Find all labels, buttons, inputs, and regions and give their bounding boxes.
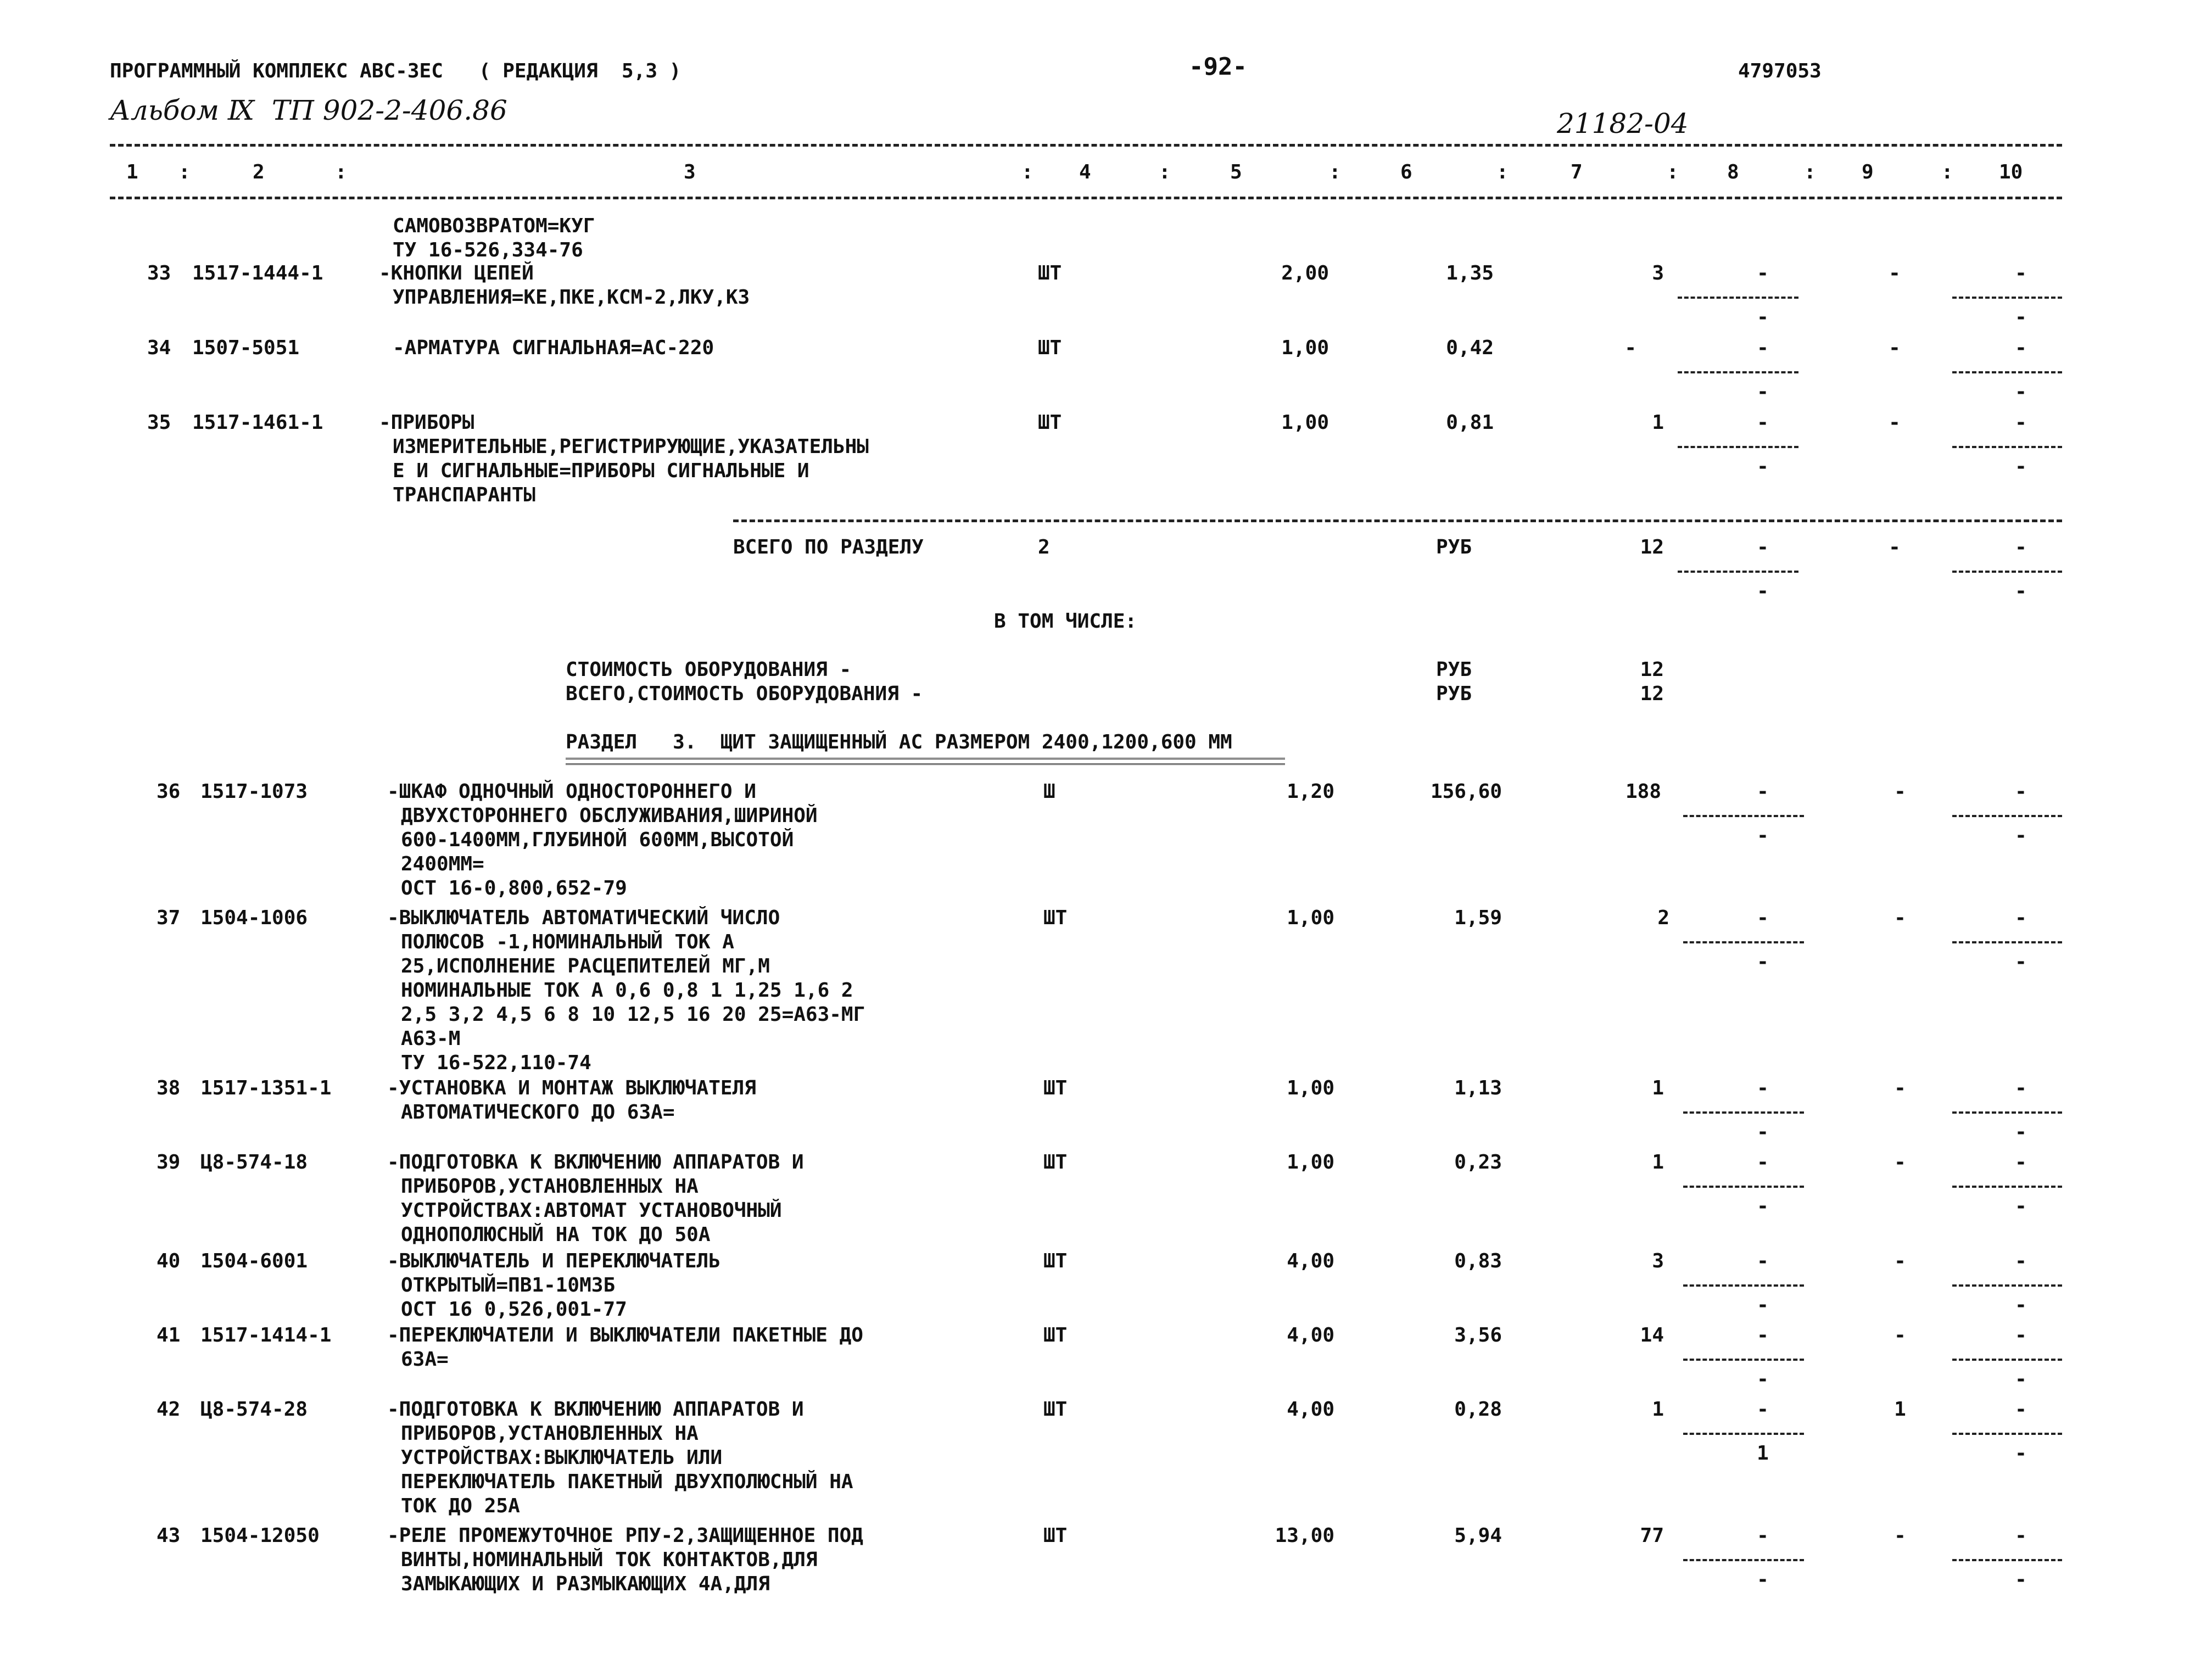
col8-value: - (1757, 1077, 1769, 1099)
row-total: 1 (1652, 1077, 1664, 1099)
row-desc-line: 2,5 3,2 4,5 6 8 10 12,5 16 20 25=А63-МГ (401, 1003, 865, 1026)
col10-value: - (2015, 824, 2027, 847)
col9-value: - (1894, 1324, 1906, 1346)
page-number: -92- (1189, 53, 1247, 81)
in-that-heading: В ТОМ ЧИСЛЕ: (994, 610, 1137, 633)
col10-value: - (2015, 536, 2027, 558)
row-code: 1517-1414-1 (200, 1324, 332, 1346)
col10-value: - (2015, 262, 2027, 284)
col8-value: - (1757, 536, 1769, 558)
fraction-line (1952, 446, 2062, 448)
header-bottom-rule (110, 197, 2062, 199)
fraction-line (1678, 297, 1798, 299)
row-total: 1 (1652, 1151, 1664, 1174)
col-header-6: 6 (1400, 161, 1412, 183)
row-desc-line: НОМИНАЛЬНЫЕ ТОК А 0,6 0,8 1 1,25 1,6 2 (401, 979, 853, 1002)
fraction-line (1678, 446, 1798, 448)
row-desc-line: УСТРОЙСТВАХ:АВТОМАТ УСТАНОВОЧНЫЙ (401, 1199, 782, 1222)
col10-value: - (2015, 580, 2027, 602)
col10-value: - (2015, 455, 2027, 478)
program-header: ПРОГРАММНЫЙ КОМПЛЕКС АВС-ЗЕС ( РЕДАКЦИЯ 5,3 ) (110, 60, 682, 82)
row-price: 1,59 (1454, 907, 1502, 929)
row-total: 3 (1652, 1250, 1664, 1272)
row-unit: ШТ (1043, 1398, 1068, 1421)
row-desc-line: ПРИБОРОВ,УСТАНОВЛЕННЫХ НА (401, 1422, 699, 1445)
row-qty: 4,00 (1287, 1398, 1334, 1421)
row-qty: 1,00 (1287, 1077, 1334, 1099)
col8-value: - (1757, 381, 1769, 403)
fraction-line (1678, 371, 1798, 373)
row-number: 36 (157, 780, 181, 803)
col8-value: - (1757, 1368, 1769, 1390)
col10-value: - (2015, 1151, 2027, 1174)
row-price: 0,81 (1446, 411, 1494, 434)
row-number: 35 (147, 411, 171, 434)
col8-value: - (1757, 1250, 1769, 1272)
row-price: 0,28 (1454, 1398, 1502, 1421)
row-desc-line: УСТРОЙСТВАХ:ВЫКЛЮЧАТЕЛЬ ИЛИ (401, 1446, 723, 1469)
col8-value: - (1757, 1121, 1769, 1143)
col10-value: - (2015, 1195, 2027, 1217)
row-code: 1504-1006 (200, 907, 308, 929)
col-header-5: 5 (1230, 161, 1242, 183)
cost-unit: РУБ (1436, 658, 1472, 681)
row-desc-line: -ВЫКЛЮЧАТЕЛЬ АВТОМАТИЧЕСКИЙ ЧИСЛО (387, 907, 780, 929)
row-desc-line: ТУ 16-526,334-76 (393, 239, 583, 261)
fraction-line (1952, 297, 2062, 299)
col8-value: - (1757, 262, 1769, 284)
fraction-line (1952, 1359, 2062, 1361)
row-desc-line: -ПЕРЕКЛЮЧАТЕЛИ И ВЫКЛЮЧАТЕЛИ ПАКЕТНЫЕ ДО (387, 1324, 863, 1346)
row-desc-line: ДВУХСТОРОННЕГО ОБСЛУЖИВАНИЯ,ШИРИНОЙ (401, 804, 818, 827)
row-qty: 1,00 (1287, 907, 1334, 929)
row-number: 34 (147, 337, 171, 359)
row-desc-line: -РЕЛЕ ПРОМЕЖУТОЧНОЕ РПУ-2,ЗАЩИЩЕННОЕ ПОД (387, 1524, 863, 1547)
row-desc-line: АВТОМАТИЧЕСКОГО ДО 63А= (401, 1101, 675, 1124)
row-desc-line: ТРАНСПАРАНТЫ (393, 484, 536, 506)
row-desc-line: 2400ММ= (401, 853, 484, 875)
row-total: 3 (1652, 262, 1664, 284)
col10-value: - (2015, 1250, 2027, 1272)
row-desc-line: УПРАВЛЕНИЯ=КЕ,ПКЕ,КСМ-2,ЛКУ,КЗ (393, 286, 750, 309)
fraction-line (1683, 1111, 1804, 1114)
col8-value: - (1757, 580, 1769, 602)
col9-value: - (1894, 1524, 1906, 1547)
row-code: 1517-1461-1 (192, 411, 323, 434)
row-qty: 13,00 (1275, 1524, 1334, 1547)
col-header-3: 3 (684, 161, 696, 183)
col10-value: - (2015, 1568, 2027, 1591)
fraction-line (1952, 941, 2062, 943)
row-code: 1517-1073 (200, 780, 308, 803)
section-title-underline (566, 763, 1285, 765)
col-header-8: 8 (1727, 161, 1739, 183)
row-unit: ШТ (1043, 1524, 1068, 1547)
col8-value: - (1757, 411, 1769, 434)
col9-value: - (1894, 780, 1906, 803)
row-code: Ц8-574-18 (200, 1151, 308, 1174)
col10-value: - (2015, 337, 2027, 359)
col10-value: - (2015, 1077, 2027, 1099)
col8-value: - (1757, 1195, 1769, 1217)
row-total: 2 (1657, 907, 1669, 929)
row-code: 1517-1444-1 (192, 262, 323, 284)
fraction-line (1683, 941, 1804, 943)
col10-value: - (2015, 1294, 2027, 1316)
col8-value: - (1757, 306, 1769, 328)
col10-value: - (2015, 1524, 2027, 1547)
fraction-line (1683, 815, 1804, 817)
row-desc-line: -АРМАТУРА СИГНАЛЬНАЯ=АС-220 (393, 337, 714, 359)
row-desc-line: ПРИБОРОВ,УСТАНОВЛЕННЫХ НА (401, 1175, 699, 1198)
col8-value: - (1757, 1324, 1769, 1346)
row-number: 40 (157, 1250, 181, 1272)
row-total: 77 (1640, 1524, 1664, 1547)
row-code: Ц8-574-28 (200, 1398, 308, 1421)
col9-value: - (1889, 536, 1901, 558)
col9-value: - (1889, 337, 1901, 359)
row-total: 1 (1652, 1398, 1664, 1421)
row-desc-line: ИЗМЕРИТЕЛЬНЫЕ,РЕГИСТРИРУЮЩИЕ,УКАЗАТЕЛЬНЫ (393, 435, 869, 458)
fraction-line (1952, 1559, 2062, 1561)
row-price: 0,42 (1446, 337, 1494, 359)
row-number: 38 (157, 1077, 181, 1099)
album-stamp: Альбом Ⅸ ТП 902-2-406.86 (110, 94, 507, 126)
row-code: 1504-12050 (200, 1524, 320, 1547)
row-unit: ШТ (1038, 337, 1062, 359)
col9-value: - (1894, 1250, 1906, 1272)
header-top-rule (110, 144, 2062, 147)
row-desc-line: ЗАМЫКАЮЩИХ И РАЗМЫКАЮЩИХ 4А,ДЛЯ (401, 1573, 770, 1595)
row-unit: ШТ (1043, 1250, 1068, 1272)
fraction-line (1683, 1186, 1804, 1188)
row-desc-line: 63А= (401, 1348, 449, 1371)
row-code: 1504-6001 (200, 1250, 308, 1272)
row-desc-line: -ПРИБОРЫ (379, 411, 474, 434)
col9-value: - (1894, 1151, 1906, 1174)
col10-value: - (2015, 951, 2027, 973)
col-header-1: 1 (126, 161, 138, 183)
col10-value: - (2015, 1442, 2027, 1465)
cost-value: 12 (1640, 683, 1664, 705)
section-total-unit: РУБ (1436, 536, 1472, 558)
code-stamp: 21182-04 (1557, 108, 1689, 139)
col10-value: - (2015, 1324, 2027, 1346)
col10-value: - (2015, 1121, 2027, 1143)
row-desc-line: -УСТАНОВКА И МОНТАЖ ВЫКЛЮЧАТЕЛЯ (387, 1077, 756, 1099)
fraction-line (1683, 1359, 1804, 1361)
section-total-rule (733, 519, 2062, 522)
row-qty: 1,00 (1281, 411, 1329, 434)
row-qty: 4,00 (1287, 1324, 1334, 1346)
col9-value: - (1894, 1077, 1906, 1099)
row-desc-line: ОДНОПОЛЮСНЫЙ НА ТОК ДО 50А (401, 1223, 711, 1246)
fraction-line (1678, 571, 1798, 573)
row-desc-line: А63-М (401, 1027, 461, 1050)
col-header-7: 7 (1571, 161, 1583, 183)
row-price: 0,83 (1454, 1250, 1502, 1272)
row-desc-line: ТОК ДО 25А (401, 1495, 520, 1517)
col10-value: - (2015, 1398, 2027, 1421)
row-unit: ШТ (1038, 411, 1062, 434)
cost-label: ВСЕГО,СТОИМОСТЬ ОБОРУДОВАНИЯ - (566, 683, 923, 705)
col8-value: - (1757, 337, 1769, 359)
row-price: 1,13 (1454, 1077, 1502, 1099)
col8-value: - (1757, 951, 1769, 973)
row-total: 1 (1652, 411, 1664, 434)
fraction-line (1952, 1111, 2062, 1114)
row-qty: 1,00 (1287, 1151, 1334, 1174)
row-desc-line: Е И СИГНАЛЬНЫЕ=ПРИБОРЫ СИГНАЛЬНЫЕ И (393, 460, 809, 482)
row-unit: Ш (1043, 780, 1055, 803)
col-header-4: 4 (1079, 161, 1091, 183)
row-unit: ШТ (1043, 907, 1068, 929)
fraction-line (1683, 1433, 1804, 1435)
col-header-10: 10 (1999, 161, 2023, 183)
row-desc-line: ВИНТЫ,НОМИНАЛЬНЫЙ ТОК КОНТАКТОВ,ДЛЯ (401, 1549, 818, 1571)
row-code: 1507-5051 (192, 337, 300, 359)
cost-label: СТОИМОСТЬ ОБОРУДОВАНИЯ - (566, 658, 852, 681)
row-desc-line: ТУ 16-522,110-74 (401, 1052, 591, 1074)
col8-value: - (1757, 455, 1769, 478)
row-price: 3,56 (1454, 1324, 1502, 1346)
section-total-count: 2 (1038, 536, 1050, 558)
row-desc-line: -ПОДГОТОВКА К ВКЛЮЧЕНИЮ АППАРАТОВ И (387, 1151, 804, 1174)
row-total: 14 (1640, 1324, 1664, 1346)
row-desc-line: 25,ИСПОЛНЕНИЕ РАСЦЕПИТЕЛЕЙ МГ,М (401, 955, 770, 977)
fraction-line (1952, 815, 2062, 817)
row-qty: 1,20 (1287, 780, 1334, 803)
row-price: 0,23 (1454, 1151, 1502, 1174)
row-unit: ШТ (1043, 1077, 1068, 1099)
fraction-line (1683, 1284, 1804, 1287)
col9-value: - (1889, 411, 1901, 434)
row-desc-line: -ШКАФ ОДНОЧНЫЙ ОДНОСТОРОННЕГО И (387, 780, 756, 803)
fraction-line (1683, 1559, 1804, 1561)
row-unit: ШТ (1043, 1324, 1068, 1346)
row-desc-line: ОТКРЫТЫЙ=ПВ1-10М3Б (401, 1274, 616, 1297)
document-number: 4797053 (1738, 60, 1822, 82)
col10-value: - (2015, 381, 2027, 403)
row-qty: 4,00 (1287, 1250, 1334, 1272)
col-header-2: 2 (253, 161, 265, 183)
row-desc-line: ОСТ 16 0,526,001-77 (401, 1298, 627, 1321)
row-desc-line: САМОВОЗВРАТОМ=КУГ (393, 215, 595, 237)
fraction-line (1952, 1433, 2062, 1435)
section-title: РАЗДЕЛ 3. ЩИТ ЗАЩИЩЕННЫЙ АС РАЗМЕРОМ 2400,1200,600 ММ (566, 731, 1232, 753)
row-qty: 2,00 (1281, 262, 1329, 284)
col8-value: - (1757, 780, 1769, 803)
row-desc-line: ПЕРЕКЛЮЧАТЕЛЬ ПАКЕТНЫЙ ДВУХПОЛЮСНЫЙ НА (401, 1471, 853, 1493)
row-price: 5,94 (1454, 1524, 1502, 1547)
row-total: 188 (1625, 780, 1661, 803)
row-number: 39 (157, 1151, 181, 1174)
row-number: 37 (157, 907, 181, 929)
row-unit: ШТ (1043, 1151, 1068, 1174)
row-desc-line: ОСТ 16-0,800,652-79 (401, 877, 627, 899)
row-number: 33 (147, 262, 171, 284)
row-number: 41 (157, 1324, 181, 1346)
row-price: 156,60 (1430, 780, 1502, 803)
row-number: 42 (157, 1398, 181, 1421)
fraction-line (1952, 371, 2062, 373)
fraction-line (1952, 571, 2062, 573)
col10-value: - (2015, 411, 2027, 434)
col10-value: - (2015, 306, 2027, 328)
row-qty: 1,00 (1281, 337, 1329, 359)
col9-value: - (1894, 907, 1906, 929)
row-desc-line: ПОЛЮСОВ -1,НОМИНАЛЬНЫЙ ТОК А (401, 931, 734, 953)
col9-value: 1 (1894, 1398, 1906, 1421)
col8-value: - (1757, 824, 1769, 847)
row-unit: ШТ (1038, 262, 1062, 284)
section-total-value: 12 (1640, 536, 1664, 558)
col8-value: - (1757, 907, 1769, 929)
section-title-underline (566, 758, 1285, 759)
col8-value: - (1757, 1398, 1769, 1421)
col8-value: - (1757, 1524, 1769, 1547)
col9-value: - (1889, 262, 1901, 284)
col-header-9: 9 (1862, 161, 1874, 183)
row-desc-line: -ВЫКЛЮЧАТЕЛЬ И ПЕРЕКЛЮЧАТЕЛЬ (387, 1250, 720, 1272)
row-total: - (1624, 337, 1636, 359)
row-desc-line: 600-1400ММ,ГЛУБИНОЙ 600ММ,ВЫСОТОЙ (401, 829, 794, 851)
cost-unit: РУБ (1436, 683, 1472, 705)
row-desc-line: -КНОПКИ ЦЕПЕЙ (379, 262, 534, 284)
col8-value: - (1757, 1568, 1769, 1591)
section-total-label: ВСЕГО ПО РАЗДЕЛУ (733, 536, 924, 558)
row-desc-line: -ПОДГОТОВКА К ВКЛЮЧЕНИЮ АППАРАТОВ И (387, 1398, 804, 1421)
fraction-line (1952, 1186, 2062, 1188)
col10-value: - (2015, 1368, 2027, 1390)
cost-value: 12 (1640, 658, 1664, 681)
col8-value: - (1757, 1151, 1769, 1174)
row-price: 1,35 (1446, 262, 1494, 284)
col8-value: - (1757, 1294, 1769, 1316)
fraction-line (1952, 1284, 2062, 1287)
col8-value: 1 (1757, 1442, 1769, 1465)
col10-value: - (2015, 780, 2027, 803)
row-code: 1517-1351-1 (200, 1077, 332, 1099)
col10-value: - (2015, 907, 2027, 929)
row-number: 43 (157, 1524, 181, 1547)
